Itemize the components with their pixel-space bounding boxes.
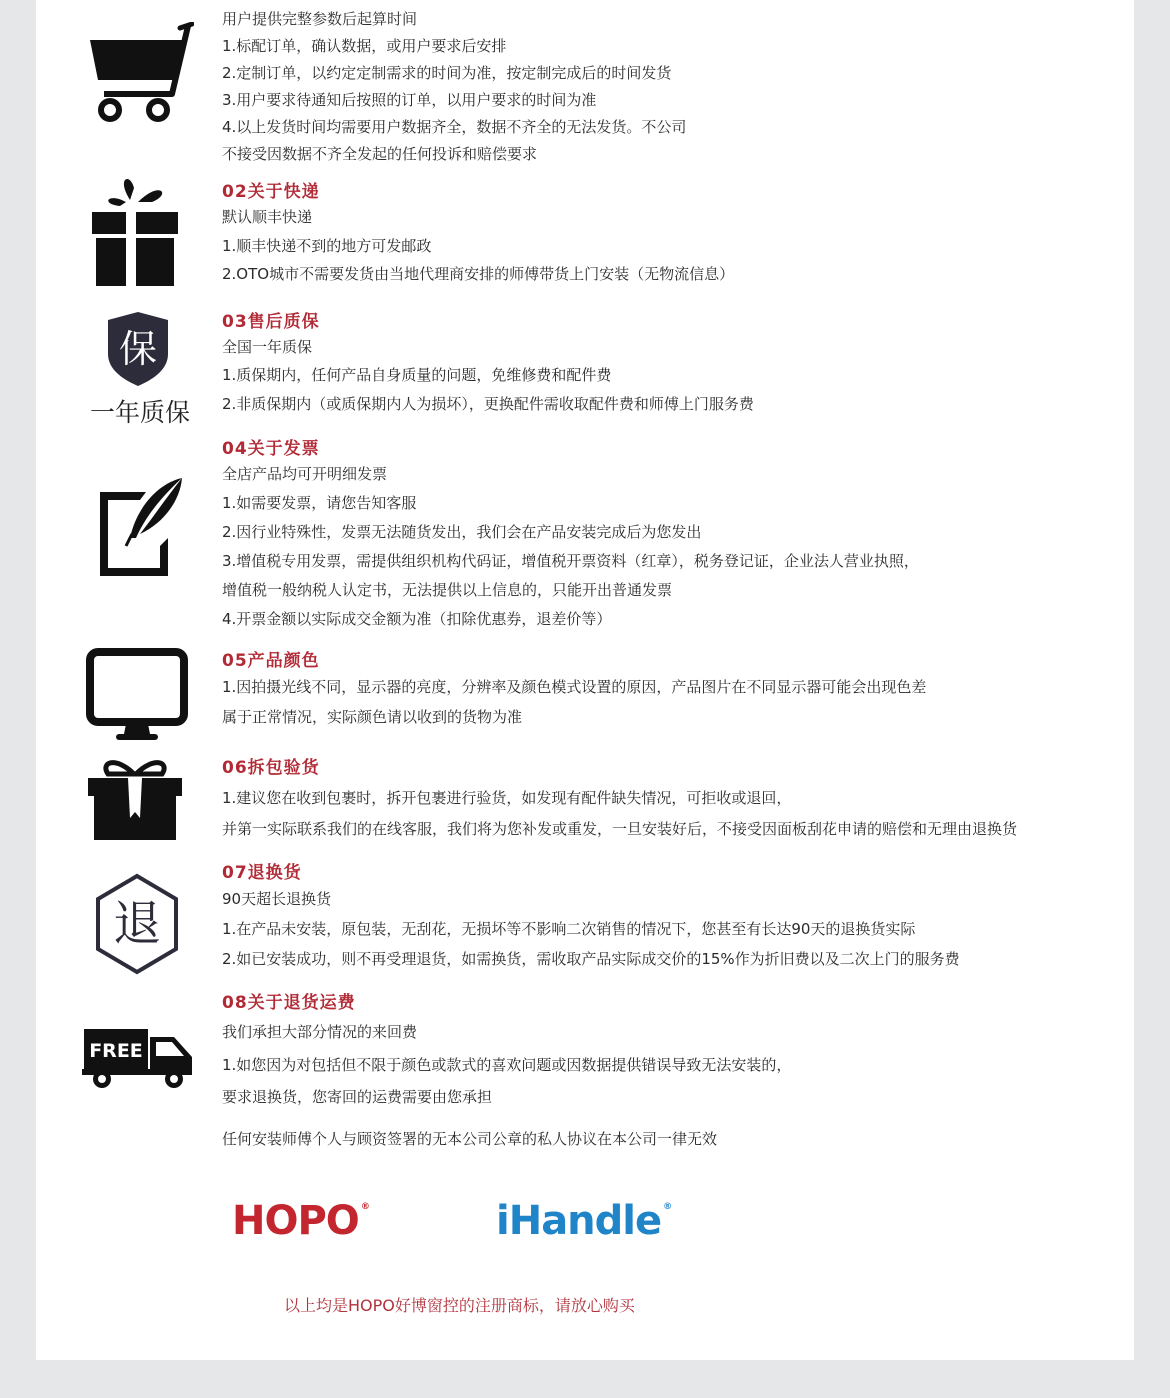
warranty-shield-icon: [104, 310, 172, 388]
section-line: 1.在产品未安装，原包装，无刮花，无损坏等不影响二次销售的情况下，您甚至有长达90天的退换货实际: [222, 920, 916, 938]
section-line: 不接受因数据不齐全发起的任何投诉和赔偿要求: [222, 145, 538, 163]
return-hexagon-glyph: 退: [112, 896, 162, 952]
ihandle-logo-text: iHandle: [496, 1198, 662, 1244]
section-line: 并第一实际联系我们的在线客服，我们将为您补发或重发，一旦安装好后，不接受因面板刮花申请的赔偿和无理由退换货: [222, 820, 1018, 838]
section-line: 4.以上发货时间均需要用户数据齐全，数据不齐全的无法发货。不公司: [222, 118, 687, 136]
disclaimer-text: 任何安装师傅个人与顾资签署的无本公司公章的私人协议在本公司一律无效: [222, 1130, 718, 1148]
quill-document-icon: [96, 476, 188, 578]
free-truck-icon: [82, 1025, 194, 1091]
section-line: 2.OTO城市不需要发货由当地代理商安排的师傅带货上门安装（无物流信息）: [222, 265, 735, 283]
section-line: 1.标配订单，确认数据，或用户要求后安排: [222, 37, 507, 55]
section-line: 1.如需要发票，请您告知客服: [222, 494, 417, 512]
free-truck-label: FREE: [89, 1040, 143, 1062]
warranty-caption: 一年质保: [90, 398, 191, 427]
registered-mark: ®: [360, 1202, 369, 1212]
section-title: 07退换货: [222, 863, 302, 883]
section-line: 默认顺丰快递: [222, 208, 313, 226]
shopping-cart-icon: [84, 22, 194, 126]
section-line: 1.质保期内，任何产品自身质量的问题，免维修费和配件费: [222, 366, 612, 384]
section-line: 1.顺丰快递不到的地方可发邮政: [222, 237, 432, 255]
section-line: 2.定制订单，以约定定制需求的时间为准，按定制完成后的时间发货: [222, 64, 672, 82]
section-line: 1.因拍摄光线不同，显示器的亮度，分辨率及颜色模式设置的原因，产品图片在不同显示器可能会出现色差: [222, 678, 927, 696]
section-line: 全国一年质保: [222, 338, 313, 356]
section-line: 属于正常情况，实际颜色请以收到的货物为准: [222, 708, 523, 726]
ribbon-gift-icon: [86, 758, 184, 842]
section-line: 全店产品均可开明细发票: [222, 465, 388, 483]
section-line: 用户提供完整参数后起算时间: [222, 10, 418, 28]
policy-card: [36, 0, 1134, 1360]
section-title: 03售后质保: [222, 312, 320, 332]
section-line: 增值税一般纳税人认定书，无法提供以上信息的，只能开出普通发票: [222, 581, 673, 599]
section-line: 1.如您因为对包括但不限于颜色或款式的喜欢问题或因数据提供错误导致无法安装的，: [222, 1056, 792, 1074]
section-line: 要求退换货，您寄回的运费需要由您承担: [222, 1088, 493, 1106]
section-line: 2.因行业特殊性，发票无法随货发出，我们会在产品安装完成后为您发出: [222, 523, 702, 541]
section-title: 04关于发票: [222, 439, 320, 459]
return-hexagon-icon: [92, 872, 182, 976]
warranty-shield-glyph: 保: [118, 327, 158, 371]
section-line: 3.增值税专用发票，需提供组织机构代码证，增值税开票资料（红章），税务登记证，企业法人营业执照，: [222, 552, 919, 570]
section-line: 3.用户要求待通知后按照的订单，以用户要求的时间为准: [222, 91, 597, 109]
hopo-logo: [232, 1198, 369, 1244]
section-line: 2.非质保期内（或质保期内人为损坏），更换配件需收取配件费和师傅上门服务费: [222, 395, 754, 413]
section-line: 4.开票金额以实际成交金额为准（扣除优惠券，退差价等）: [222, 610, 612, 628]
section-line: 2.如已安装成功，则不再受理退货，如需换货，需收取产品实际成交价的15%作为折旧费以及二次上门的服务费: [222, 950, 960, 968]
monitor-icon: [86, 648, 188, 742]
gift-box-icon: [90, 172, 180, 288]
hopo-logo-text: HOPO: [232, 1198, 359, 1244]
section-title: 02关于快递: [222, 182, 320, 202]
section-line: 90天超长退换货: [222, 890, 332, 908]
section-title: 08关于退货运费: [222, 993, 356, 1013]
section-line: 1.建议您在收到包裹时，拆开包裹进行验货，如发现有配件缺失情况，可拒收或退回，: [222, 789, 792, 807]
section-line: 我们承担大部分情况的来回费: [222, 1023, 418, 1041]
section-title: 06拆包验货: [222, 758, 320, 778]
trademark-note: 以上均是HOPO好博窗控的注册商标，请放心购买: [284, 1296, 635, 1315]
registered-mark: ®: [663, 1202, 672, 1212]
section-title: 05产品颜色: [222, 651, 320, 671]
ihandle-logo: [496, 1198, 671, 1244]
